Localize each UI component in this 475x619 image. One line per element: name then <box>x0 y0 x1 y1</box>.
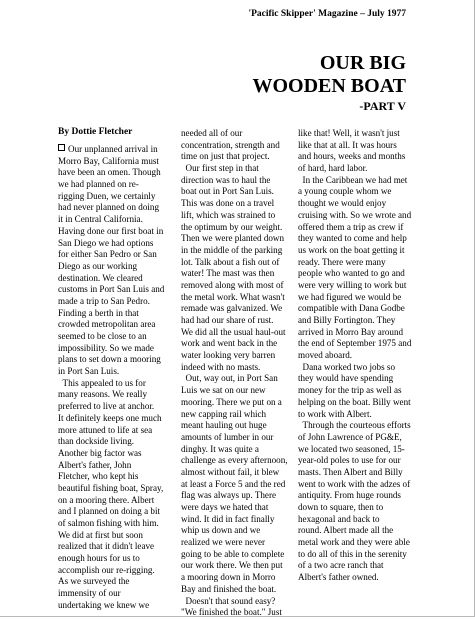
text-line: work and went back in the <box>181 338 278 349</box>
text-line: it in Central California. <box>58 214 143 225</box>
text-line: new capping rail which <box>181 408 267 419</box>
text-line: they would have spending <box>298 373 394 384</box>
text-line: rigging Duen, we certainly <box>58 190 156 201</box>
text-line: destination. We cleared <box>58 272 143 283</box>
text-line: We did at first but soon <box>58 529 143 540</box>
text-line: San Diego we had options <box>58 237 154 248</box>
text-line: made a trip to San Pedro. <box>58 295 150 306</box>
text-line: Another big factor was <box>58 447 142 458</box>
text-line: were days we hated that <box>181 502 269 512</box>
text-line: amounts of lumber in our <box>181 431 274 442</box>
text-line: indeed with no masts. <box>181 361 261 372</box>
text-line: preferred to live at anchor. <box>58 401 155 412</box>
text-line: us work on the boat getting it <box>298 244 405 255</box>
text-line: ready. There were many <box>298 256 386 267</box>
text-line: and Billy Fortington. They <box>298 315 396 325</box>
text-line: Albert's father owned. <box>298 572 379 583</box>
text-line: were very willing to work but <box>298 279 407 290</box>
text-line: Morro Bay, California must <box>58 155 159 166</box>
text-line: of hard, hard labor. <box>298 163 368 174</box>
text-line: dinghy. It was quite a <box>181 443 259 454</box>
text-line: realized we were never <box>181 537 266 548</box>
text-line: Diego as our working <box>58 260 138 271</box>
text-line: accomplish our re-rigging. <box>58 564 155 575</box>
text-line: Then we were planted down <box>181 233 285 244</box>
text-line: offered them a trip as crew if <box>298 221 404 232</box>
text-line: In the Caribbean we had met <box>298 174 408 185</box>
text-line: at least a Force 5 and the red <box>181 478 286 489</box>
text-line: plans to set down a mooring <box>58 354 161 365</box>
text-line: lift, which was strained to <box>181 209 276 220</box>
text-line: more attuned to life at sea <box>58 424 153 435</box>
text-line: have been an omen. Though <box>58 167 161 178</box>
article-subtitle: -PART V <box>359 99 406 113</box>
text-line: the metal work. What wasn't <box>181 291 285 302</box>
text-line: water looking very barren <box>181 350 276 361</box>
text-line: and hours, weeks and months <box>298 151 406 162</box>
text-line: water! The mast was then <box>181 268 275 279</box>
text-line: we had planned on re- <box>58 179 139 190</box>
text-column-2 <box>181 128 296 619</box>
text-line: concentration, strength and <box>181 139 280 150</box>
text-line: we had figured we would be <box>298 291 402 302</box>
text-line: of salmon fishing with him. <box>58 518 159 528</box>
text-line: Fletcher, who kept his <box>58 471 139 482</box>
column-3-lines <box>298 128 416 584</box>
text-line: money for the trip as well as <box>298 385 402 396</box>
text-line: a young couple whom we <box>298 186 392 197</box>
text-line: Finding a berth in that <box>58 307 139 318</box>
text-line: Bay and finished the boat. <box>181 583 277 594</box>
text-line: had had our share of rust. <box>181 315 274 325</box>
text-line: mooring. There we put on a <box>181 396 282 407</box>
text-line: flag was always up. There <box>181 490 277 501</box>
text-line: for either San Pedro or San <box>58 249 157 260</box>
text-line: direction was to haul the <box>181 174 271 185</box>
text-line: went to work with the adzes of <box>298 478 411 489</box>
text-line: metal work and they were able <box>298 537 410 548</box>
text-line: Our unplanned arrival in <box>58 144 173 156</box>
text-line: This appealed to us for <box>58 377 146 388</box>
text-line: had never planned on doing <box>58 202 160 213</box>
text-line: Out, way out, in Port San <box>181 373 278 384</box>
text-line: like that at all. It was hours <box>298 139 397 150</box>
text-line: our work there. We then put <box>181 560 283 571</box>
text-line: we located two seasoned, 15- <box>298 443 405 454</box>
text-column-3 <box>298 128 416 584</box>
text-line: of John Lawrence of PG&E, <box>298 431 402 442</box>
text-line: to work with Albert. <box>298 408 372 419</box>
text-line: thought we would enjoy <box>298 198 387 209</box>
text-line: in the middle of the parking <box>181 244 283 255</box>
text-line: in Port San Luis. <box>58 366 120 377</box>
text-line: a mooring down in Morro <box>181 572 276 583</box>
text-line: antiquity. From huge rounds <box>298 490 401 501</box>
text-line: immensity of our <box>58 588 121 599</box>
text-line: Dana worked two jobs so <box>298 361 395 372</box>
column-2-lines <box>181 128 296 619</box>
text-line: year-old poles to use for our <box>298 455 401 466</box>
article-title-line-2: WOODEN BOAT <box>252 75 406 97</box>
text-line: Albert's father, John <box>58 459 132 470</box>
bullet-box-icon <box>58 144 65 151</box>
text-line: helping on the boat. Billy went <box>298 396 411 407</box>
text-line: the optimum by our weight. <box>181 221 283 232</box>
text-line: round. Albert made all the <box>298 525 394 536</box>
text-line: whip us down and we <box>181 525 261 536</box>
text-line: Luis we sat on our new <box>181 385 266 396</box>
text-line: It definitely keeps one much <box>58 412 162 423</box>
text-line: challenge as every afternoon, <box>181 455 288 466</box>
text-line: Through the courteous efforts <box>298 420 411 431</box>
text-line: compatible with Dana Godbe <box>298 303 405 314</box>
text-line: down to square, then to <box>298 502 384 512</box>
text-line: they wanted to come and help <box>298 233 407 244</box>
text-line: crowded metropolitan area <box>58 319 156 330</box>
text-line: Having done our first boat in <box>58 225 164 236</box>
article-title-line-1: OUR BIG <box>319 52 406 74</box>
text-line: going to be able to complete <box>181 548 285 559</box>
text-line: meant hauling out huge <box>181 420 267 431</box>
text-line: boat out in Port San Luis. <box>181 186 274 197</box>
text-line: many reasons. We really <box>58 389 147 400</box>
text-line: remade was galvanized. We <box>181 303 283 314</box>
text-line: masts. Then Albert and Billy <box>298 466 403 477</box>
text-line: of a two acre ranch that <box>298 560 384 571</box>
text-line: This was done on a travel <box>181 198 275 209</box>
text-line: on a mooring there. Albert <box>58 494 155 505</box>
text-line: "We finished the boat." Just <box>181 607 282 618</box>
text-line: moved aboard. <box>298 350 353 361</box>
text-line: customs in Port San Luis and <box>58 284 165 295</box>
text-line: undertaking we knew we <box>58 599 150 610</box>
text-line: lot. Talk about a fish out of <box>181 256 280 267</box>
text-column-1 <box>58 127 173 612</box>
text-line: enough hours for us to <box>58 553 140 564</box>
text-line: impossibility. So we made <box>58 342 154 353</box>
byline: By Dottie Fletcher <box>58 127 133 137</box>
text-line: needed all of our <box>181 128 243 138</box>
magazine-header: 'Pacific Skipper' Magazine – July 1977 <box>248 9 406 19</box>
text-line: arrived in Morro Bay around <box>298 326 404 337</box>
text-line: almost without fail, it blew <box>181 466 280 477</box>
text-line: removed along with most of <box>181 279 284 290</box>
text-line: wind. It did in fact finally <box>181 513 275 524</box>
text-line: seemed to be close to an <box>58 331 147 341</box>
text-line: like that! Well, it wasn't just <box>298 128 400 138</box>
text-line: realized that it didn't leave <box>58 541 155 552</box>
text-line: cruising with. So we wrote and <box>298 209 412 220</box>
text-line: hexagonal and back to <box>298 513 380 524</box>
text-line: to do all of this in the serenity <box>298 548 407 559</box>
text-line: Doesn't that sound easy? <box>181 595 276 606</box>
text-line: than dockside living. <box>58 436 135 447</box>
text-line: Our first step in that <box>181 163 259 174</box>
text-line: time on just that project. <box>181 151 270 162</box>
text-line: people who wanted to go and <box>298 268 405 279</box>
text-line: and I planned on doing a bit <box>58 506 161 517</box>
text-line: We did all the usual haul-out <box>181 326 286 337</box>
text-line: beautiful fishing boat, Spray, <box>58 482 164 493</box>
text-line: As we surveyed the <box>58 576 130 587</box>
column-1-lines <box>58 144 173 612</box>
text-line: the end of September 1975 and <box>298 338 412 349</box>
